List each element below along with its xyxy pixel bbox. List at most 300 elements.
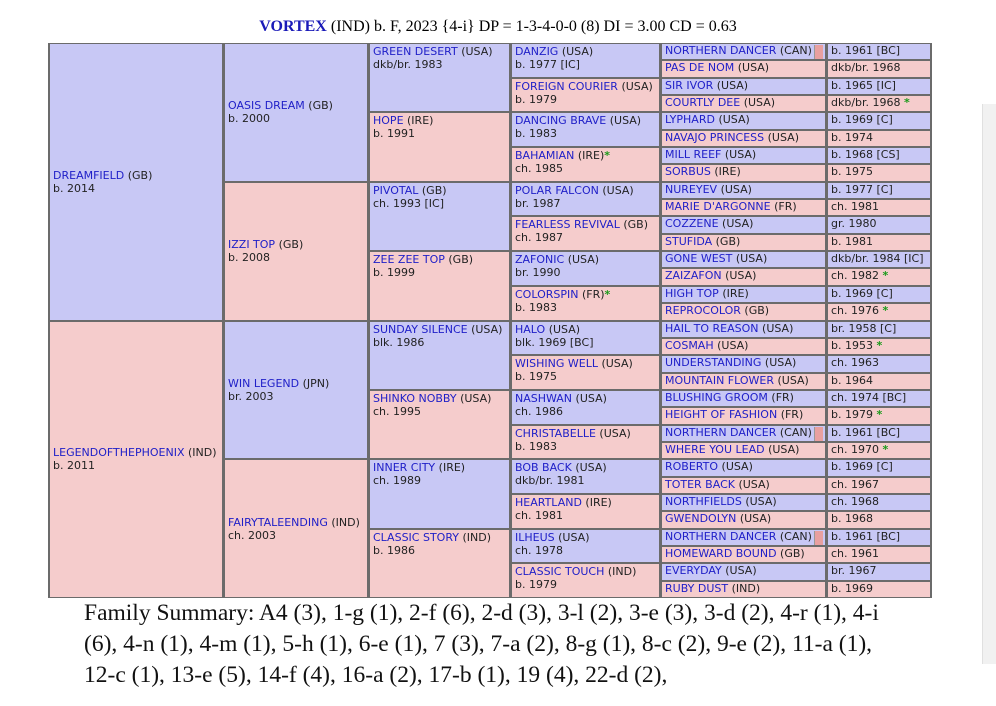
ancestor-country: (USA) — [768, 442, 800, 456]
ancestor-name-line — [515, 45, 656, 58]
ancestor-country: (FR) — [771, 390, 794, 404]
ancestor-country: (USA) — [601, 357, 633, 371]
ancestor-name[interactable]: COZZENE — [665, 217, 719, 231]
ancestor-name[interactable]: GONE WEST — [665, 252, 733, 266]
gen5-ancestor-13[interactable] — [662, 252, 825, 267]
ancestor-info: b. 1979 — [831, 408, 873, 422]
ancestor-country: (GB) — [278, 238, 304, 252]
ancestor-country: (USA) — [745, 494, 777, 508]
ancestor-name[interactable]: ZAIZAFON — [665, 269, 722, 283]
ancestor-name-line — [515, 80, 656, 93]
gen5-ancestor-7[interactable] — [662, 148, 825, 163]
star-icon: * — [882, 442, 889, 456]
ancestor-name[interactable]: COSMAH — [665, 338, 714, 352]
ancestor-country: (USA) — [575, 461, 607, 475]
gen5-ancestor-30[interactable] — [662, 547, 825, 562]
ancestor-name-line — [373, 531, 506, 544]
ancestor-country: (USA) — [718, 113, 750, 127]
ancestor-name-line — [515, 184, 656, 197]
gen5-ancestor-9[interactable] — [662, 183, 825, 198]
gen2-ancestor-3[interactable] — [225, 322, 367, 459]
gen5-ancestor-info-30 — [828, 547, 930, 562]
ancestor-name[interactable]: SUNDAY SILENCE — [373, 322, 468, 336]
ancestor-name-line — [373, 392, 506, 405]
ancestor-name-line — [515, 357, 656, 370]
gen1-ancestor-1[interactable] — [50, 44, 222, 320]
ancestor-name[interactable]: INNER CITY — [373, 461, 436, 475]
ancestor-name[interactable]: POLAR FALCON — [515, 183, 599, 197]
gen5-ancestor-6[interactable] — [662, 131, 825, 146]
gen5-ancestor-info-14 — [828, 269, 930, 284]
gen5-ancestor-info-25 — [828, 460, 930, 475]
ancestor-name[interactable]: DANCING BRAVE — [515, 114, 607, 128]
ancestor-country: (IND) — [331, 515, 360, 529]
ancestor-info: ch. 1978 — [515, 543, 564, 557]
ancestor-info: b. 1964 — [831, 373, 873, 387]
ancestor-name-line — [515, 461, 656, 474]
gen4-ancestor-11[interactable] — [512, 391, 659, 424]
ancestor-name[interactable]: GWENDOLYN — [665, 512, 737, 526]
ancestor-info: b. 2014 — [53, 181, 95, 195]
ancestor-info: b. 1983 — [515, 127, 557, 141]
ancestor-info: ch. 1968 — [831, 494, 880, 508]
gen5-ancestor-info-6 — [828, 131, 930, 146]
ancestor-name[interactable]: TOTER BACK — [665, 477, 735, 491]
ancestor-name-line — [228, 99, 364, 112]
gen5-ancestor-1[interactable] — [662, 44, 825, 59]
gen5-ancestor-11[interactable] — [662, 217, 825, 232]
gen5-ancestor-32[interactable] — [662, 582, 825, 597]
ancestor-info: ch. 1982 — [831, 269, 880, 283]
ancestor-country: (GB) — [715, 234, 741, 248]
gen4-ancestor-8[interactable] — [512, 287, 659, 320]
ancestor-name-line — [515, 392, 656, 405]
ancestor-country: (USA) — [725, 269, 757, 283]
ancestor-country: (FR) — [581, 287, 605, 301]
gen5-ancestor-info-2 — [828, 61, 930, 76]
ancestor-name[interactable]: REPROCOLOR — [665, 304, 741, 318]
ancestor-name-line — [515, 565, 656, 578]
gen5-ancestor-info-15 — [828, 287, 930, 302]
ancestor-info: b. 1961 [BC] — [831, 44, 901, 57]
ancestor-info: dkb/br. 1981 — [515, 474, 585, 488]
ancestor-name[interactable]: WISHING WELL — [515, 357, 598, 371]
gen3-ancestor-7[interactable] — [370, 460, 509, 527]
ancestor-info: br. 2003 — [228, 389, 274, 403]
ancestor-info: ch. 1981 — [831, 200, 880, 214]
ancestor-info: b. 2000 — [228, 112, 270, 126]
ancestor-name[interactable]: HIGH TOP — [665, 286, 719, 300]
ancestor-name[interactable]: FAIRYTALEENDING — [228, 515, 328, 529]
gen2-ancestor-4[interactable] — [225, 460, 367, 597]
ancestor-country: (GB) — [308, 99, 333, 113]
ancestor-info: b. 1986 — [373, 543, 415, 557]
ancestor-info: ch. 1993 [IC] — [373, 196, 445, 210]
ancestor-country: (GB) — [780, 546, 805, 560]
ancestor-name-line — [515, 114, 656, 127]
ancestor-name[interactable]: PAS DE NOM — [665, 61, 735, 75]
pedigree-title — [0, 18, 996, 36]
ancestor-country: (USA) — [609, 114, 642, 128]
ancestor-info: ch. 2003 — [228, 528, 277, 542]
ancestor-country: (IRE) — [722, 286, 749, 300]
gen5-ancestor-27[interactable] — [662, 495, 825, 510]
ancestor-country: (GB) — [127, 168, 153, 182]
ancestor-info: b. 1961 [BC] — [831, 425, 901, 439]
ancestor-country: (USA) — [764, 356, 797, 370]
ancestor-country: (USA) — [561, 45, 594, 58]
ancestor-name-line — [515, 253, 656, 266]
ancestor-info: gr. 1980 — [831, 217, 877, 231]
ancestor-country: (USA) — [735, 252, 768, 266]
gen5-ancestor-24[interactable] — [662, 443, 825, 458]
gen3-ancestor-5[interactable] — [370, 322, 509, 389]
ancestor-name-line — [53, 446, 219, 459]
ancestor-info: b. 1979 — [515, 92, 557, 106]
ancestor-name[interactable]: HEARTLAND — [515, 495, 582, 509]
ancestor-country: (USA) — [767, 130, 799, 144]
gen1-ancestor-2[interactable] — [50, 322, 222, 598]
gen5-ancestor-2[interactable] — [662, 61, 825, 76]
gen5-ancestor-info-10 — [828, 200, 930, 215]
ancestor-info: br. 1967 — [831, 564, 877, 578]
gen5-ancestor-26[interactable] — [662, 478, 825, 493]
gen2-ancestor-1[interactable] — [225, 44, 367, 181]
ancestor-country: (USA) — [567, 253, 600, 267]
gen5-ancestor-info-12 — [828, 235, 930, 250]
ancestor-info: dkb/br. 1968 — [831, 96, 901, 110]
ancestor-name[interactable]: NASHWAN — [515, 391, 573, 405]
gen4-ancestor-1[interactable] — [512, 44, 659, 77]
gen5-ancestor-info-24 — [828, 443, 930, 458]
ancestor-name[interactable]: MARIE D'ARGONNE — [665, 200, 771, 214]
gen3-ancestor-6[interactable] — [370, 391, 509, 458]
star-icon: * — [904, 96, 910, 110]
ancestor-country: (USA) — [737, 61, 770, 75]
ancestor-name[interactable]: HOPE — [373, 114, 404, 128]
ancestor-country: (USA) — [575, 391, 607, 405]
gen5-ancestor-18[interactable] — [662, 339, 825, 354]
ancestor-country: (IRE) — [407, 114, 434, 128]
ancestor-info: ch. 1963 — [831, 356, 880, 370]
ancestor-country: (CAN) — [779, 529, 812, 543]
ancestor-country: (USA) — [602, 183, 634, 197]
ancestor-info: b. 1979 — [515, 578, 557, 592]
gen5-ancestor-28[interactable] — [662, 512, 825, 527]
gen5-ancestor-info-32 — [828, 582, 930, 597]
ancestor-info: b. 1983 — [515, 300, 557, 314]
ancestor-name[interactable]: CLASSIC TOUCH — [515, 565, 605, 579]
ancestor-info: b. 1999 — [373, 266, 415, 280]
gen5-ancestor-25[interactable] — [662, 460, 825, 475]
ancestor-name[interactable]: HALO — [515, 322, 546, 336]
ancestor-name-line — [228, 238, 364, 251]
ancestor-name[interactable]: STUFIDA — [665, 234, 713, 248]
ancestor-name-line — [373, 461, 506, 474]
star-icon: * — [876, 408, 883, 422]
ancestor-country: (USA) — [599, 426, 631, 440]
ancestor-name-line — [228, 377, 364, 390]
gen4-ancestor-9[interactable] — [512, 322, 659, 355]
ancestor-name[interactable]: RUBY DUST — [665, 581, 729, 595]
gen2-ancestor-2[interactable] — [225, 183, 367, 320]
ancestor-country: (USA) — [460, 391, 492, 405]
gen5-ancestor-15[interactable] — [662, 287, 825, 302]
ancestor-name[interactable]: FOREIGN COURIER — [515, 79, 618, 93]
gen5-ancestor-info-26 — [828, 478, 930, 493]
ancestor-info: ch. 1989 — [373, 474, 422, 488]
scrollbar[interactable] — [982, 104, 996, 664]
ancestor-name[interactable]: NAVAJO PRINCESS — [665, 130, 765, 144]
ancestor-info: br. 1990 — [515, 266, 561, 280]
gen5-ancestor-4[interactable] — [662, 96, 825, 111]
ancestor-name[interactable]: DREAMFIELD — [53, 168, 125, 182]
ancestor-name[interactable]: OASIS DREAM — [228, 99, 305, 113]
gen5-ancestor-23[interactable] — [662, 426, 825, 441]
ancestor-info: ch. 1987 — [515, 231, 564, 245]
family-summary: Family Summary: A4 (3), 1-g (1), 2-f (6), 2-d (3), 3-l (2), 3-e (3), 3-d (2), 4-r (1), 4-i (6), 4-n (1), 4-m (1), 5-h (1), 6-e (1), 7 (3), 7-a (2), 8-g (1), 8-c (2), 9-e (2), 11-a (1), 12-c (1), 13-e (5), 14-f (4), 16-a (2), 17-b (1), 19 (4), 22-d (2), — [84, 600, 879, 688]
gen4-ancestor-16[interactable] — [512, 564, 659, 597]
gen5-ancestor-info-8 — [828, 165, 930, 180]
ancestor-name[interactable]: MILL REEF — [665, 148, 722, 162]
ancestor-info: ch. 1976 — [831, 304, 880, 318]
gen5-ancestor-31[interactable] — [662, 564, 825, 579]
gen5-ancestor-22[interactable] — [662, 408, 825, 423]
star-icon: * — [604, 287, 611, 301]
ancestor-info: b. 1968 [CS] — [831, 148, 900, 162]
ancestor-name[interactable]: NORTHFIELDS — [665, 494, 742, 508]
gen5-ancestor-info-11 — [828, 217, 930, 232]
ancestor-name[interactable]: MOUNTAIN FLOWER — [665, 373, 774, 387]
ancestor-name[interactable]: COURTLY DEE — [665, 96, 741, 110]
ancestor-name[interactable]: SHINKO NOBBY — [373, 391, 457, 405]
ancestor-name[interactable]: IZZI TOP — [228, 238, 276, 252]
gen4-ancestor-13[interactable] — [512, 460, 659, 493]
ancestor-info: b. 1961 [BC] — [831, 529, 901, 543]
ancestor-name[interactable]: ILHEUS — [515, 530, 555, 544]
ancestor-info: br. 1987 — [515, 196, 561, 210]
ancestor-country: (USA) — [739, 512, 772, 526]
gen5-ancestor-8[interactable] — [662, 165, 825, 180]
ancestor-info: b. 1981 — [831, 234, 873, 248]
gen5-ancestor-20[interactable] — [662, 374, 825, 389]
ancestor-country: (FR) — [774, 200, 797, 214]
ancestor-info: b. 1965 [IC] — [831, 78, 896, 92]
gen4-ancestor-3[interactable] — [512, 113, 659, 146]
ancestor-country: (USA) — [743, 96, 776, 110]
ancestor-name[interactable]: WHERE YOU LEAD — [665, 442, 765, 456]
ancestor-name[interactable]: SORBUS — [665, 165, 711, 179]
gen4-ancestor-5[interactable] — [512, 183, 659, 216]
gen5-ancestor-info-9 — [828, 183, 930, 198]
ancestor-country: (FR) — [780, 408, 804, 422]
ancestor-country: (GB) — [448, 253, 474, 267]
ancestor-name[interactable]: SIR IVOR — [665, 78, 714, 92]
horse-stats: (IND) b. F, 2023 {4-i} DP = 1-3-4-0-0 (8) DI = 3.00 CD = 0.63 — [326, 18, 737, 35]
gen5-ancestor-info-3 — [828, 79, 930, 94]
gen5-ancestor-19[interactable] — [662, 356, 825, 371]
marker-icon — [814, 531, 823, 545]
ancestor-country: (IND) — [731, 581, 761, 595]
ancestor-info: b. 1991 — [373, 127, 415, 141]
ancestor-country: (GB) — [744, 304, 770, 318]
ancestor-country: (IRE) — [585, 495, 612, 509]
gen5-ancestor-info-20 — [828, 374, 930, 389]
ancestor-name-line — [373, 45, 506, 58]
gen5-ancestor-info-7 — [828, 148, 930, 163]
ancestor-country: (CAN) — [779, 425, 812, 439]
ancestor-name[interactable]: BLUSHING GROOM — [665, 390, 768, 404]
ancestor-info: b. 2008 — [228, 251, 270, 265]
ancestor-name[interactable]: LEGENDOFTHEPHOENIX — [53, 446, 185, 460]
gen4-ancestor-10[interactable] — [512, 356, 659, 389]
gen5-ancestor-16[interactable] — [662, 304, 825, 319]
gen3-ancestor-1[interactable] — [370, 44, 509, 111]
ancestor-info: ch. 1970 — [831, 442, 880, 456]
ancestor-info: b. 2011 — [53, 459, 95, 473]
ancestor-info: b. 1977 [IC] — [515, 58, 580, 71]
ancestor-info: b. 1969 [C] — [831, 460, 893, 474]
ancestor-country: (USA) — [738, 477, 770, 491]
gen5-ancestor-17[interactable] — [662, 322, 825, 337]
ancestor-name-line — [53, 169, 219, 182]
ancestor-country: (USA) — [721, 460, 753, 474]
star-icon: * — [882, 269, 889, 283]
ancestor-info: b. 1975 — [831, 165, 873, 179]
ancestor-name-line — [515, 288, 656, 301]
pedigree-table — [48, 43, 932, 598]
ancestor-name-line — [373, 184, 506, 197]
ancestor-name[interactable]: HAIL TO REASON — [665, 321, 759, 335]
gen5-ancestor-29[interactable] — [662, 530, 825, 545]
ancestor-country: (USA) — [720, 182, 752, 196]
ancestor-country: (IRE) — [714, 165, 741, 179]
gen5-ancestor-5[interactable] — [662, 113, 825, 128]
gen5-ancestor-info-19 — [828, 356, 930, 371]
ancestor-name[interactable]: GREEN DESERT — [373, 45, 458, 58]
gen5-ancestor-info-4 — [828, 96, 930, 111]
ancestor-info: b. 1969 [C] — [831, 286, 893, 300]
ancestor-country: (USA) — [722, 217, 754, 231]
ancestor-name[interactable]: LYPHARD — [665, 113, 715, 127]
ancestor-country: (IRE) — [438, 461, 466, 475]
ancestor-info: b. 1975 — [515, 370, 557, 384]
ancestor-name[interactable]: NORTHERN DANCER — [665, 529, 777, 543]
ancestor-name[interactable]: NUREYEV — [665, 182, 718, 196]
ancestor-info: ch. 1985 — [515, 162, 564, 176]
ancestor-name-line — [228, 516, 364, 529]
ancestor-country: (USA) — [716, 78, 749, 92]
ancestor-name[interactable]: ZAFONIC — [515, 253, 565, 267]
ancestor-info: br. 1958 [C] — [831, 321, 897, 335]
gen3-ancestor-4[interactable] — [370, 252, 509, 319]
ancestor-name[interactable]: PIVOTAL — [373, 183, 419, 197]
ancestor-name[interactable]: ROBERTO — [665, 460, 719, 474]
ancestor-info: dkb/br. 1968 — [831, 61, 901, 75]
ancestor-country: (USA) — [471, 322, 503, 336]
gen5-ancestor-3[interactable] — [662, 79, 825, 94]
gen3-ancestor-2[interactable] — [370, 113, 509, 180]
gen4-ancestor-15[interactable] — [512, 530, 659, 563]
ancestor-name[interactable]: NORTHERN DANCER — [665, 44, 777, 57]
ancestor-name[interactable]: WIN LEGEND — [228, 376, 300, 390]
ancestor-name[interactable]: BOB BACK — [515, 461, 572, 475]
gen5-ancestor-21[interactable] — [662, 391, 825, 406]
ancestor-name[interactable]: NORTHERN DANCER — [665, 425, 777, 439]
gen5-ancestor-info-5 — [828, 113, 930, 128]
ancestor-country: (USA) — [558, 530, 590, 544]
ancestor-name[interactable]: EVERYDAY — [665, 564, 722, 578]
gen4-ancestor-7[interactable] — [512, 252, 659, 285]
gen3-ancestor-3[interactable] — [370, 183, 509, 250]
ancestor-info: b. 1953 — [831, 338, 873, 352]
gen5-ancestor-info-16 — [828, 304, 930, 319]
gen4-ancestor-6[interactable] — [512, 217, 659, 250]
ancestor-name[interactable]: CLASSIC STORY — [373, 530, 459, 544]
ancestor-country: (GB) — [623, 218, 648, 232]
gen4-ancestor-14[interactable] — [512, 495, 659, 528]
gen4-ancestor-2[interactable] — [512, 79, 659, 112]
gen5-ancestor-info-23 — [828, 426, 930, 441]
marker-icon — [814, 427, 823, 441]
ancestor-name-line — [515, 218, 656, 231]
ancestor-name-line — [515, 531, 656, 544]
ancestor-name-line — [515, 427, 656, 440]
ancestor-name[interactable]: CHRISTABELLE — [515, 426, 596, 440]
gen5-ancestor-14[interactable] — [662, 269, 825, 284]
ancestor-country: (USA) — [762, 321, 794, 335]
ancestor-country: (IND) — [462, 530, 492, 544]
gen4-ancestor-4[interactable] — [512, 148, 659, 181]
ancestor-name[interactable]: DANZIG — [515, 45, 559, 58]
gen5-ancestor-10[interactable] — [662, 200, 825, 215]
star-icon: * — [604, 149, 611, 163]
ancestor-name-line — [373, 323, 506, 336]
ancestor-info: ch. 1974 [BC] — [831, 390, 907, 404]
ancestor-info: b. 1968 — [831, 512, 873, 526]
gen5-ancestor-info-17 — [828, 322, 930, 337]
ancestor-name[interactable]: BAHAMIAN — [515, 149, 575, 163]
horse-name: VORTEX — [259, 18, 327, 35]
ancestor-name-line — [515, 149, 656, 162]
ancestor-name[interactable]: HOMEWARD BOUND — [665, 546, 777, 560]
ancestor-info: b. 1969 — [831, 581, 873, 595]
ancestor-country: (IRE) — [577, 149, 605, 163]
gen5-ancestor-12[interactable] — [662, 235, 825, 250]
ancestor-country: (USA) — [724, 148, 757, 162]
ancestor-country: (CAN) — [779, 44, 812, 57]
ancestor-name[interactable]: FEARLESS REVIVAL — [515, 218, 620, 232]
ancestor-name[interactable]: COLORSPIN — [515, 287, 579, 301]
ancestor-info: b. 1977 [C] — [831, 182, 893, 196]
ancestor-name[interactable]: UNDERSTANDING — [665, 356, 762, 370]
ancestor-country: (USA) — [725, 564, 757, 578]
ancestor-name[interactable]: HEIGHT OF FASHION — [665, 408, 778, 422]
ancestor-info: ch. 1995 — [373, 404, 422, 418]
ancestor-name[interactable]: ZEE ZEE TOP — [373, 253, 445, 267]
gen4-ancestor-12[interactable] — [512, 426, 659, 459]
ancestor-info: blk. 1969 [BC] — [515, 335, 594, 349]
ancestor-info: dkb/br. 1984 [IC] — [831, 252, 924, 266]
ancestor-info: blk. 1986 — [373, 335, 425, 349]
gen3-ancestor-8[interactable] — [370, 530, 509, 597]
gen5-ancestor-info-28 — [828, 512, 930, 527]
ancestor-name-line — [515, 323, 656, 336]
star-icon: * — [882, 304, 889, 318]
ancestor-info: ch. 1967 — [831, 477, 880, 491]
gen5-ancestor-info-18 — [828, 339, 930, 354]
gen5-ancestor-info-31 — [828, 564, 930, 579]
